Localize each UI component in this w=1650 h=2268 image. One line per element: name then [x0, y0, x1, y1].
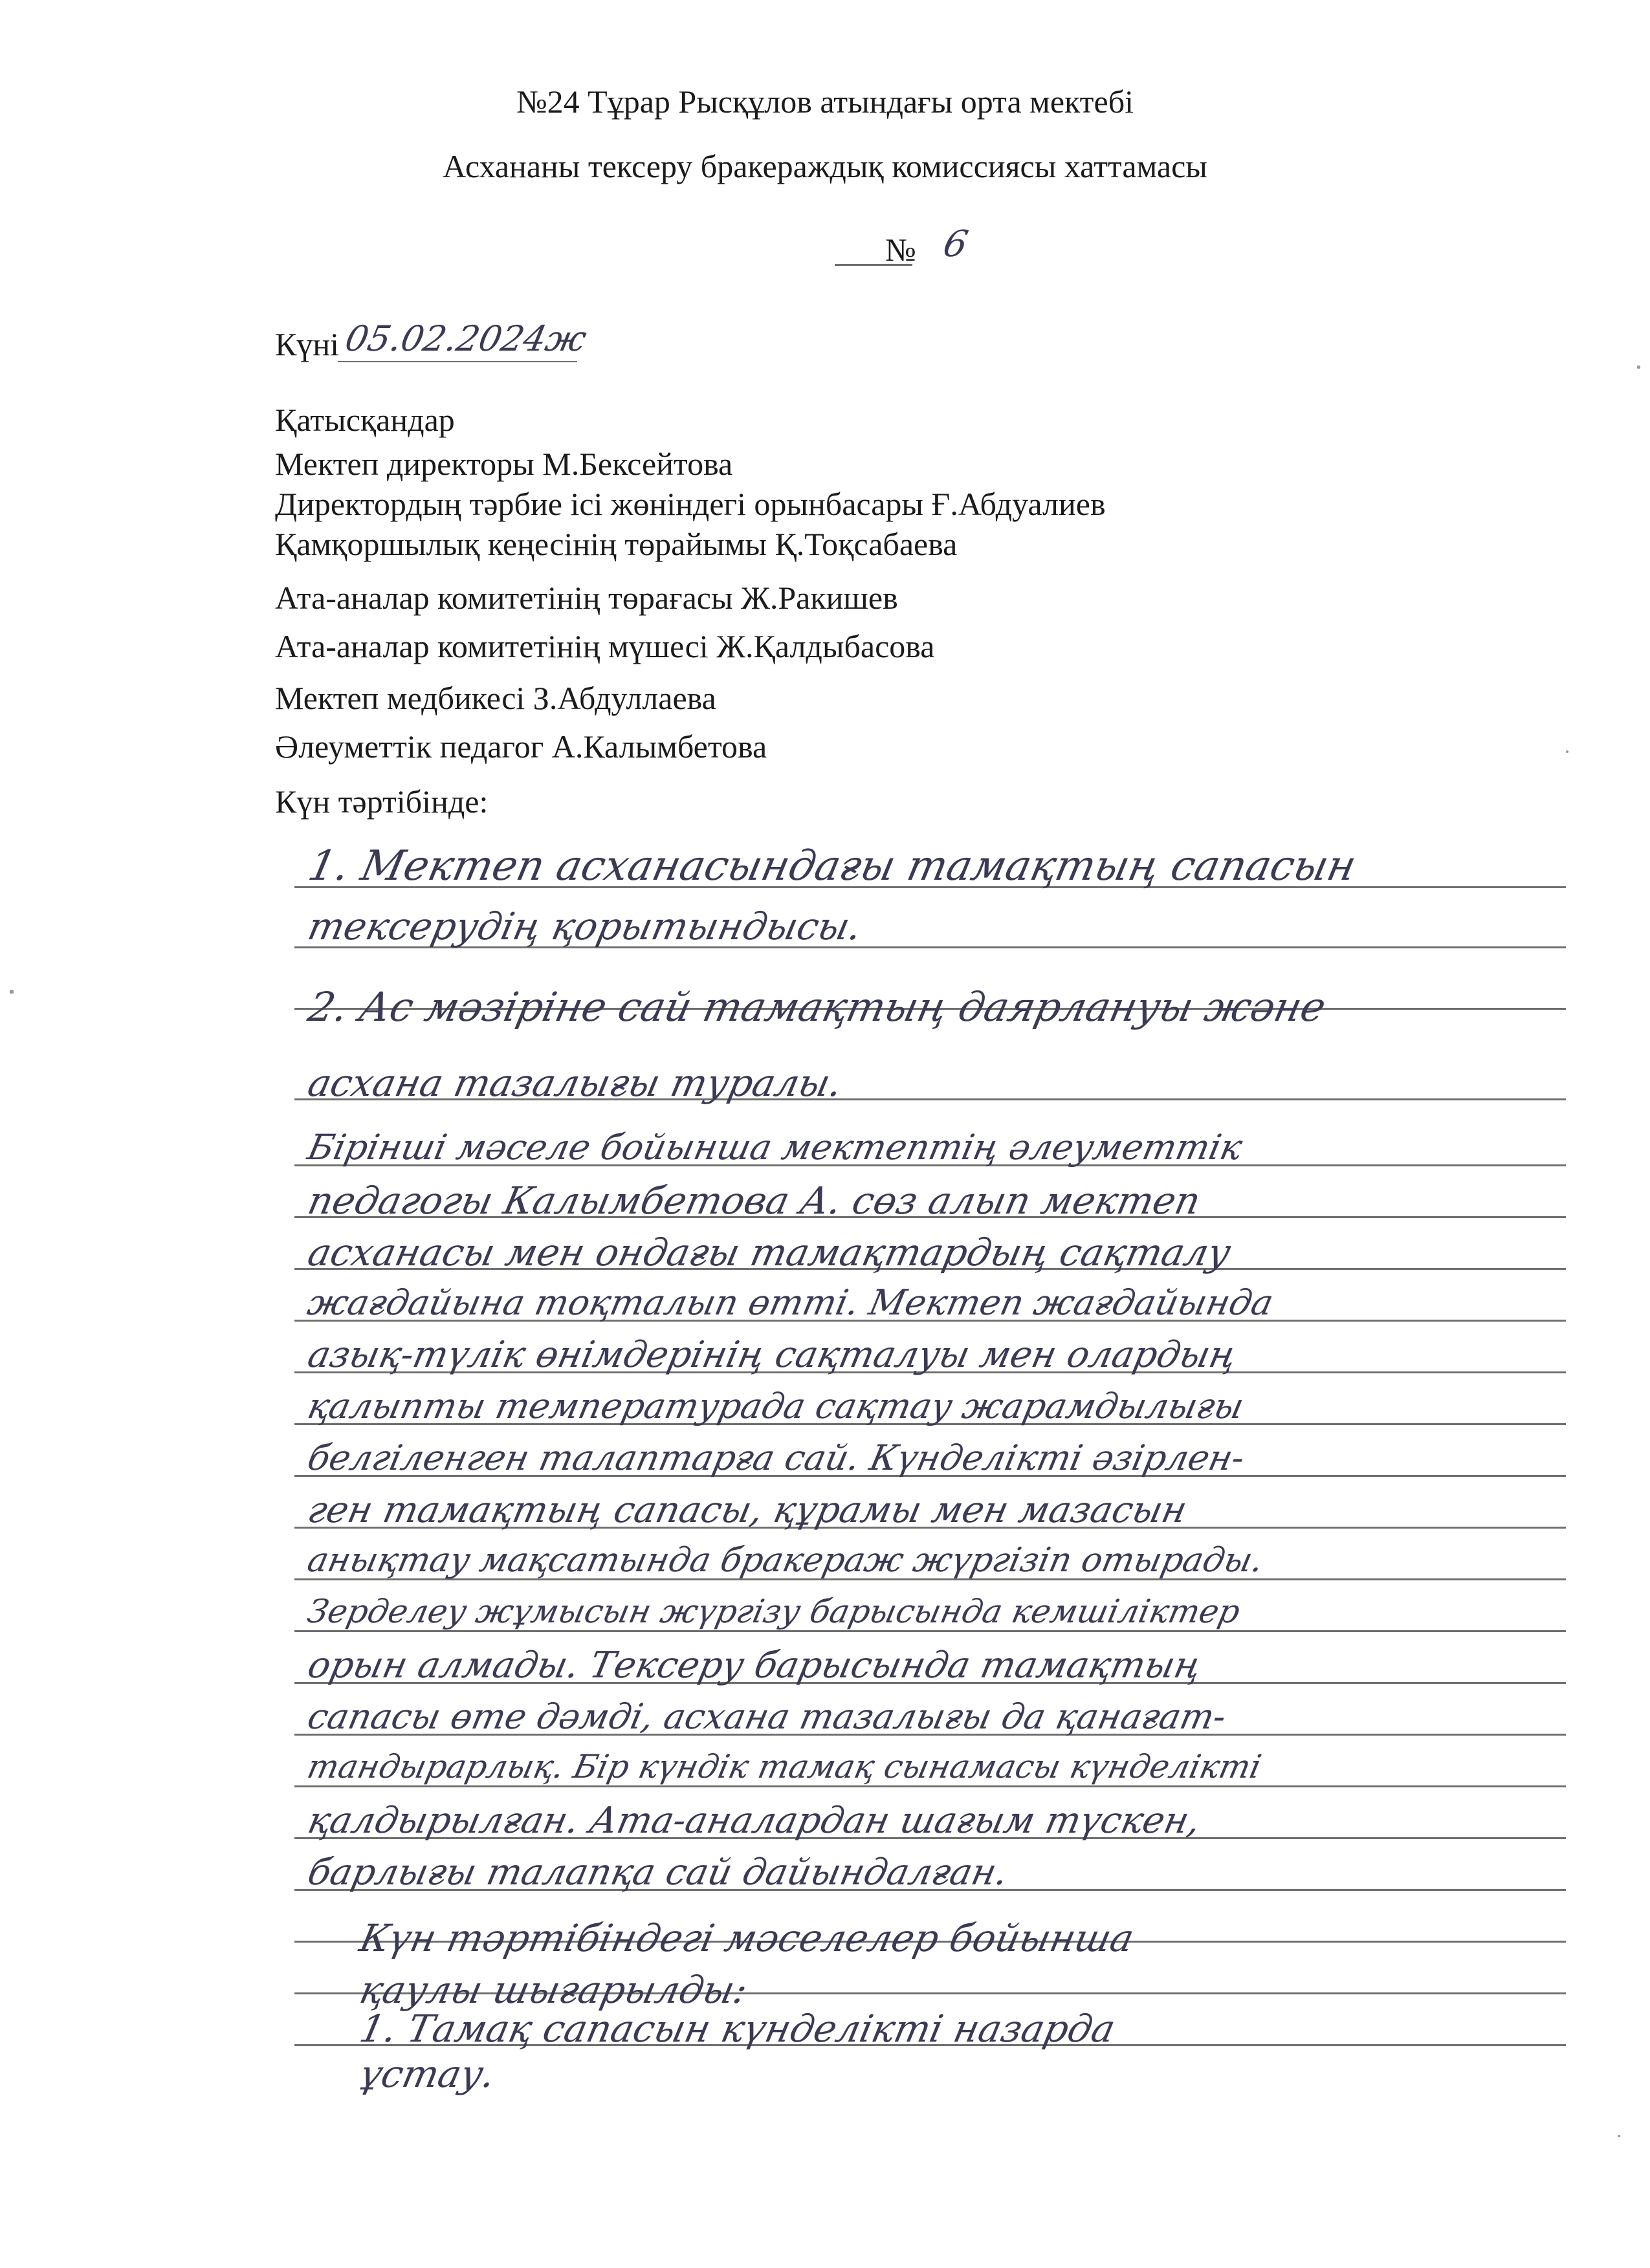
handwritten-line: 1. Тамақ сапасын күнделікті назарда: [356, 2007, 1119, 2051]
school-name: №24 Тұрар Рысқұлов атындағы орта мектебі: [516, 83, 1134, 120]
date-value: 05.02.2024ж: [342, 318, 590, 359]
handwritten-line: қаулы шығарылды:: [356, 1968, 752, 2012]
handwritten-line: сапасы өте дәмді, асхана тазалығы да қанағат-: [304, 1696, 1230, 1737]
handwritten-line: ген тамақтың сапасы, құрамы мен мазасын: [304, 1489, 1191, 1531]
scan-speck: [1637, 365, 1640, 369]
handwritten-line: ұстау.: [356, 2052, 500, 2096]
scan-speck: [1566, 750, 1568, 753]
ruled-line: [294, 1630, 1566, 1632]
protocol-number-value: 6: [940, 223, 972, 265]
participant-director: Мектеп директоры М.Бексейтова: [275, 446, 733, 482]
participants-heading: Қатысқандар: [275, 402, 455, 438]
handwritten-line: 1. Мектеп асханасындағы тамақтың сапасын: [304, 842, 1361, 890]
handwritten-line: тексерудің қорытындысы.: [304, 904, 866, 948]
handwritten-line: анықтау мақсатында бракераж жүргізіп отырады.: [304, 1541, 1267, 1580]
handwritten-line: қалыпты температурада сақтау жарамдылығы: [304, 1386, 1248, 1426]
handwritten-line: 2. Ас мәзіріне сай тамақтың даярлануы және: [304, 983, 1330, 1030]
handwritten-line: Күн тәртібіндегі мәселелер бойынша: [356, 1916, 1138, 1960]
handwritten-line: асханасы мен ондағы тамақтардың сақталу: [304, 1230, 1235, 1274]
handwritten-line: жағдайына тоқталып өтті. Мектеп жағдайында: [304, 1282, 1277, 1323]
participant-deputy: Директордың тәрбие ісі жөніндегі орынбасары Ғ.Абдуалиев: [275, 486, 1106, 522]
handwritten-line: Бірінші мәселе бойынша мектептің әлеуметтік: [304, 1127, 1246, 1168]
participant-social-pedagogue: Әлеуметтік педагог А.Калымбетова: [275, 728, 767, 765]
document-title: Асхананы тексеру бракераждық комиссиясы хаттамасы: [443, 148, 1207, 184]
handwritten-line: орын алмады. Тексеру барысында тамақтың: [304, 1644, 1205, 1686]
handwritten-line: белгіленген талаптарға сай. Күнделікті әзірлен-: [304, 1437, 1249, 1478]
date-label: Күні: [275, 326, 339, 362]
protocol-number-label: №: [885, 232, 916, 268]
ruled-line: [294, 1785, 1566, 1787]
participant-nurse: Мектеп медбикесі З.Абдуллаева: [275, 680, 716, 716]
handwritten-line: асхана тазалығы туралы.: [304, 1061, 846, 1105]
participant-parents-chair: Ата-аналар комитетінің төрағасы Ж.Ракишев: [275, 580, 898, 616]
handwritten-line: Зерделеу жұмысын жүргізу барысында кемшіліктер: [304, 1593, 1244, 1630]
handwritten-line: қалдырылған. Ата-аналардан шағым түскен,: [304, 1800, 1205, 1842]
handwritten-line: тандырарлық. Бір күндік тамақ сынамасы күнделікті: [304, 1748, 1265, 1785]
participant-parents-member: Ата-аналар комитетінің мүшесі Ж.Қалдыбасова: [275, 628, 935, 664]
agenda-heading: Күн тәртібінде:: [275, 783, 489, 820]
participant-board-chair: Қамқоршылық кеңесінің төрайымы Қ.Тоқсабаева: [275, 526, 958, 562]
handwritten-line: педагогы Калымбетова А. сөз алып мектеп: [304, 1179, 1205, 1223]
date-underline: [338, 361, 577, 362]
scan-speck: [1618, 2135, 1620, 2137]
scan-speck: [10, 990, 14, 994]
handwritten-line: барлығы талапқа сай дайындалған.: [304, 1851, 1012, 1893]
handwritten-line: азық-түлік өнімдерінің сақталуы мен олардың: [304, 1334, 1240, 1376]
